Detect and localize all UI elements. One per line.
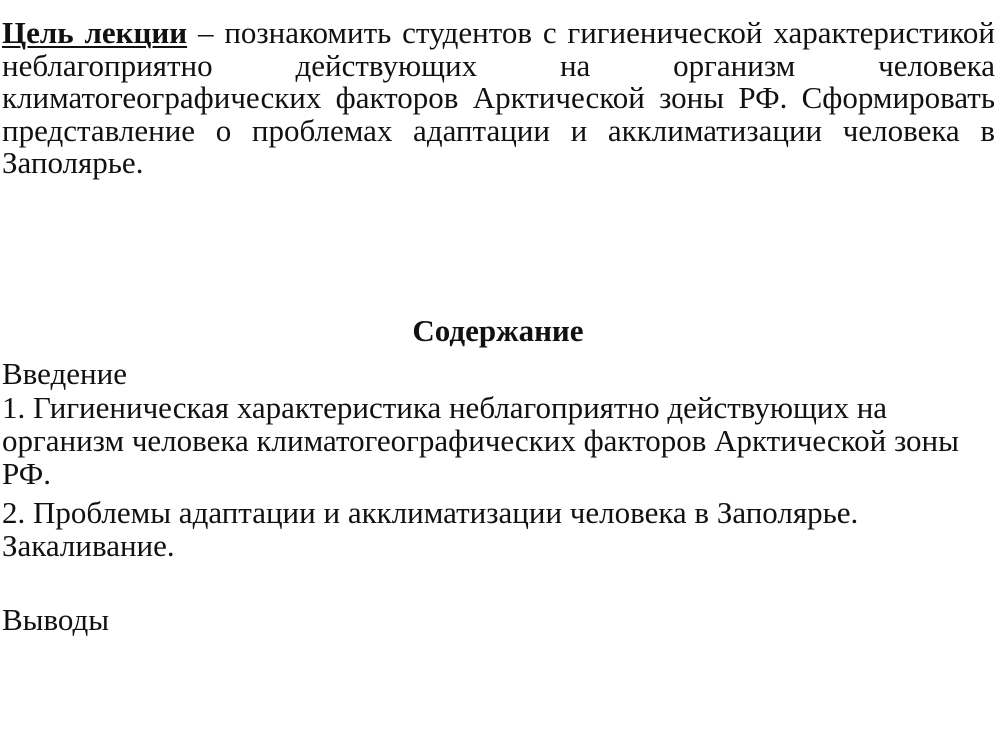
contents-item-1: 1. Гигиеническая характеристика неблагоприятно действующих на организм человека климатогеографических факторов Арктической зоны РФ. bbox=[2, 390, 959, 491]
lecture-goal-text: – познакомить студентов с гигиенической характеристикой неблагоприятно действующих на организм человека климатогеографических факторов Арктической зоны РФ. Сформировать представление о проблемах адаптации и акклиматизации человека в Заполярье. bbox=[2, 15, 995, 180]
lecture-goal-label: Цель лекции bbox=[2, 15, 188, 50]
contents-item-introduction: Введение bbox=[2, 356, 127, 391]
contents-item-2: 2. Проблемы адаптации и акклиматизации человека в Заполярье. Закаливание. bbox=[2, 495, 859, 563]
contents-list bbox=[2, 357, 982, 636]
contents-item-conclusions: Выводы bbox=[2, 602, 110, 637]
lecture-goal-paragraph bbox=[2, 17, 995, 180]
contents-heading: Содержание bbox=[412, 313, 584, 348]
